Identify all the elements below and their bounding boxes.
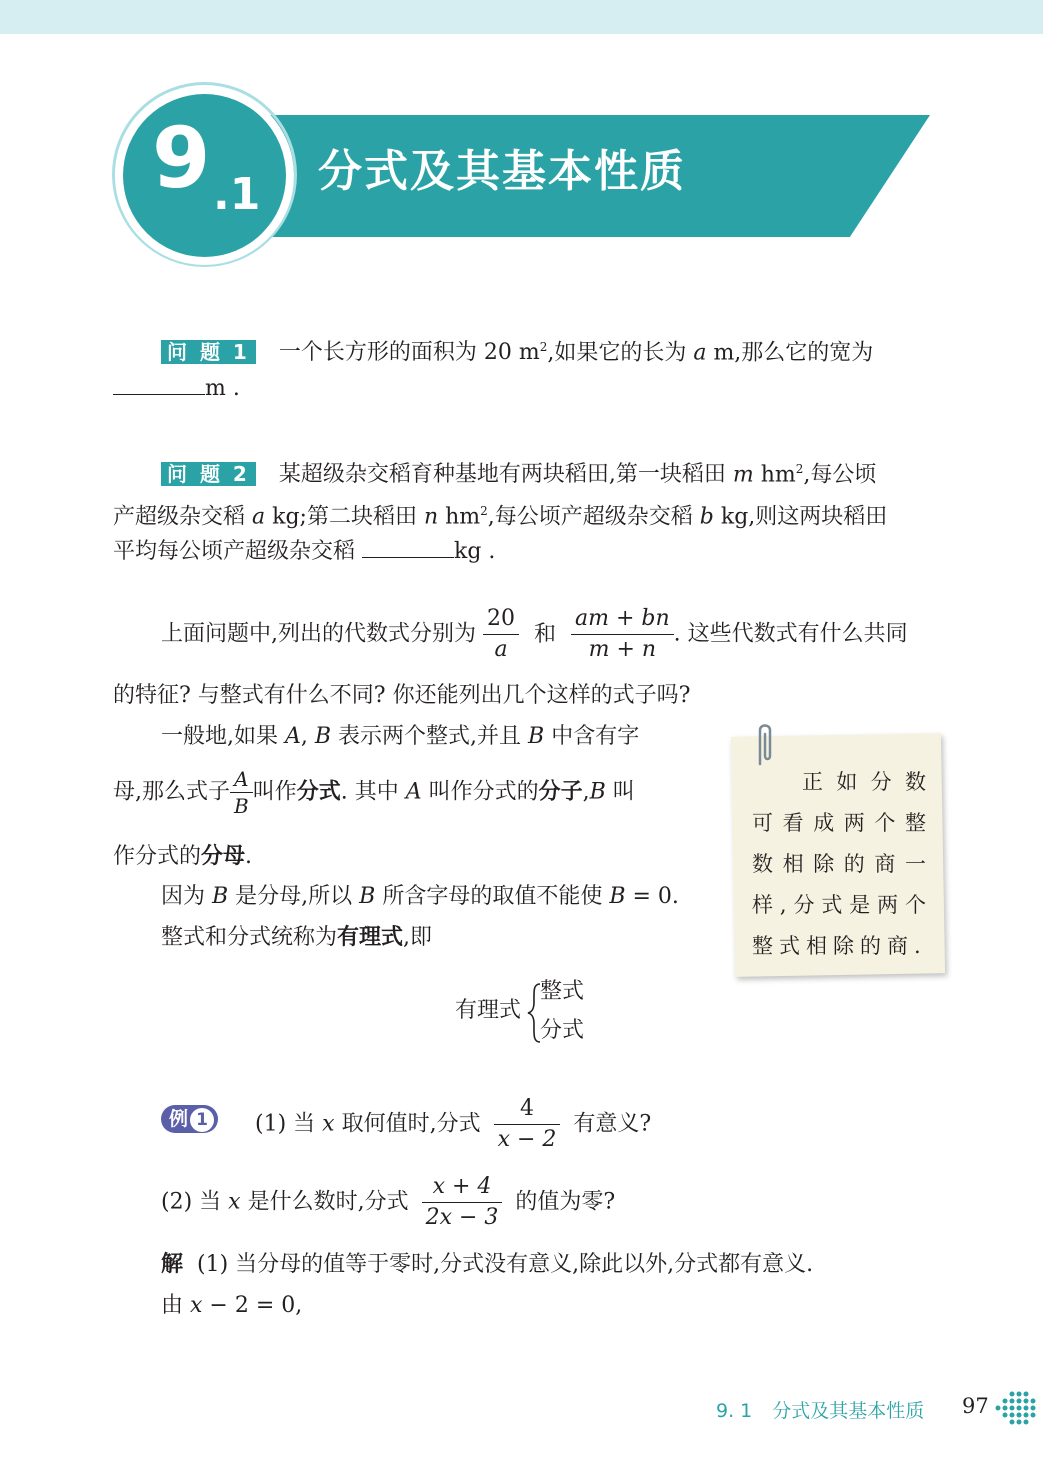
- section-title: 分式及其基本性质: [318, 146, 686, 197]
- classify-root: 有理式: [455, 998, 522, 1023]
- example1-solution-line1: 解 (1) 当分母的值等于零时,分式没有意义,除此以外,分式都有意义.: [161, 1252, 814, 1277]
- problem1: 问 题 1 一个长方形的面积为 20 $m^2$,如果它的长为 a m,那么它的宽为: [161, 332, 873, 368]
- keyword-fenshi: 分式: [296, 779, 341, 805]
- example1-badge: [161, 1104, 218, 1134]
- dot-grid-icon: [994, 1388, 1040, 1428]
- fraction-x-plus-4-over-2x-minus-3: $\frac{x + 4}{2x - 3}$: [422, 1172, 503, 1233]
- def-line1: 一般地,如果 A, B 表示两个整式,并且 B 中含有字: [161, 724, 640, 749]
- side-note-text: 正如分数可看成两个整数相除的商一样,分式是两个整式相除的商.: [752, 770, 932, 958]
- keyword-youlishi: 有理式: [337, 925, 404, 950]
- fraction-4-over-x-minus-2: $\frac{4}{x - 2}$: [494, 1094, 561, 1155]
- example1-solution-line2: 由 x − 2 = 0,: [161, 1293, 303, 1318]
- problem2-blank[interactable]: [362, 539, 454, 558]
- problem2-tag: 问 题 2: [161, 462, 256, 486]
- problem1-answer-line: m .: [113, 374, 240, 404]
- page-number: 97: [962, 1394, 989, 1418]
- keyword-fenzi: 分子: [538, 779, 583, 805]
- paperclip-icon: [752, 720, 778, 768]
- problem1-blank[interactable]: [113, 376, 205, 395]
- def-line5: 整式和分式统称为有理式,即: [161, 925, 433, 950]
- example-badge: 例 1: [161, 1105, 218, 1133]
- classify-branch-zhengshi: 整式: [540, 979, 585, 1004]
- keyword-fenmu: 分母: [201, 844, 246, 869]
- fraction-20-over-a: $\frac{20}{a}$: [483, 604, 519, 665]
- classify-branch-fenshi: 分式: [540, 1018, 585, 1043]
- footer-running-head: 9. 1 分式及其基本性质: [716, 1400, 925, 1422]
- problem1-tag: 问 题 1: [161, 340, 256, 364]
- def-line4: 因为 B 是分母,所以 B 所含字母的取值不能使 B = 0.: [161, 884, 679, 909]
- problem2-line3: 平均每公顷产超级杂交稻 kg .: [113, 539, 496, 564]
- def-line3: 作分式的分母.: [113, 844, 253, 869]
- section-subnumber: .1: [213, 169, 261, 220]
- def-line2: 母,那么式子 $\frac{A}{B}$ 叫作分式. 其中 A 叫作分式的分子,B 叫: [113, 767, 635, 818]
- para1-line1: 上面问题中,列出的代数式分别为 $\frac{20}{a}$ 和 $\frac{am + bn}{m + n}$ . 这些代数式有什么共同: [161, 604, 908, 665]
- fraction-A-over-B: $\frac{A}{B}$: [230, 766, 253, 819]
- example1-q2: (2) 当 x 是什么数时,分式 $\frac{x + 4}{2x - 3}$ 的值为零?: [161, 1172, 615, 1233]
- solution-label: 解: [161, 1252, 184, 1277]
- example-number: 1: [190, 1108, 214, 1132]
- fraction-weighted-average: $\frac{am + bn}{m + n}$: [571, 604, 674, 665]
- section-number: 9: [152, 109, 211, 207]
- example1-q1: (1) 当 x 取何值时,分式 $\frac{4}{x - 2}$ 有意义?: [255, 1094, 651, 1155]
- problem2-line2: 产超级杂交稻 a kg;第二块稻田 n $hm^2$,每公顷产超级杂交稻 b kg,则这两块稻田: [113, 504, 888, 530]
- para1-line2: 的特征? 与整式有什么不同? 你还能列出几个这样的式子吗?: [113, 683, 691, 708]
- curly-brace-icon: [527, 982, 541, 1044]
- top-band: [0, 0, 1043, 34]
- problem2-line1: 问 题 2 某超级杂交稻育种基地有两块稻田,第一块稻田 m $hm^2$,每公顷: [161, 454, 876, 490]
